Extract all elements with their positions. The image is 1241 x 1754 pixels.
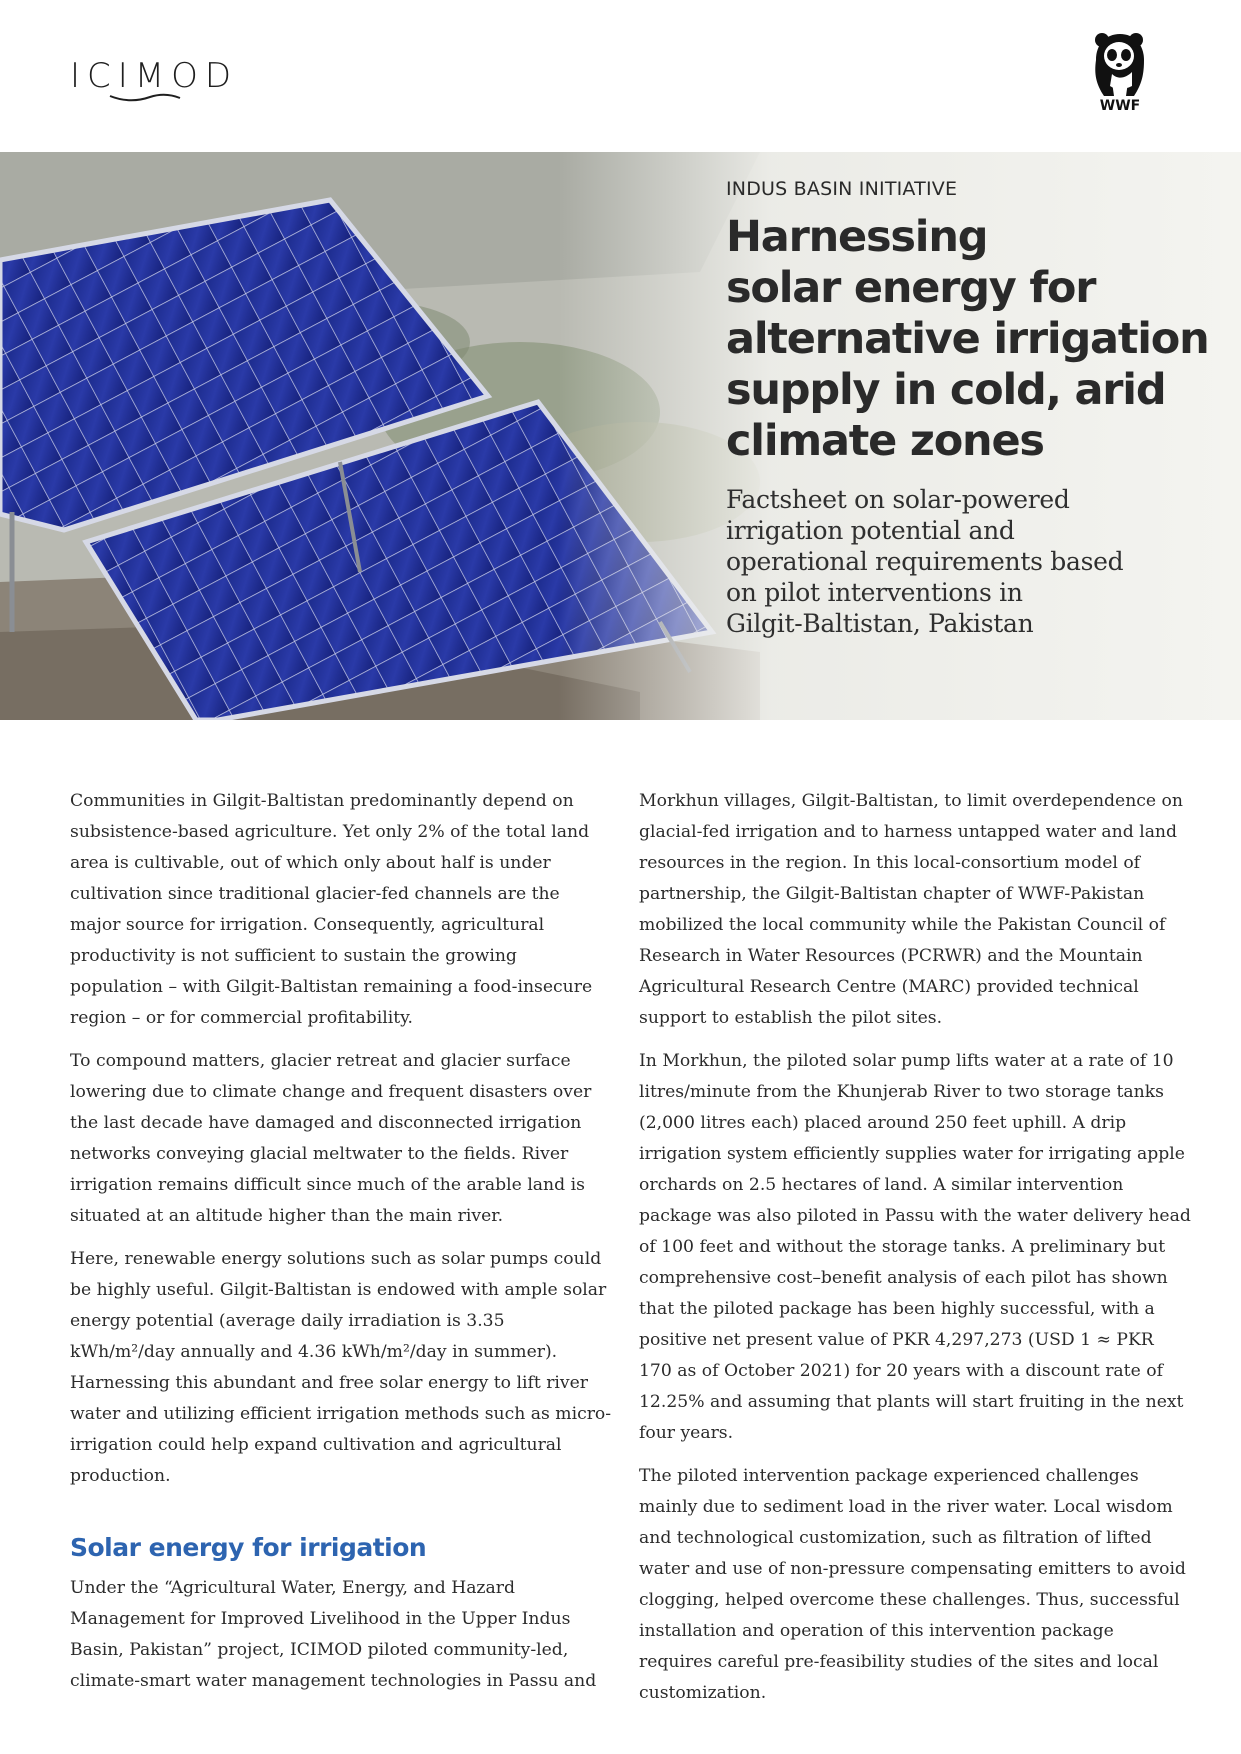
- right-column: [639, 786, 1191, 1721]
- section-heading: Solar energy for irrigation: [70, 1533, 427, 1562]
- page-subtitle: Factsheet on solar-powered irrigation potential and operational requirements based on pilot interventions in Gilgit-Baltistan, Pakistan: [726, 485, 1124, 638]
- hero-text: [726, 178, 1226, 639]
- paragraph: Here, renewable energy solutions such as solar pumps could be highly useful. Gilgit-Baltistan is endowed with ample solar energy potential (average daily irradiation is 3.35 kWh/m²/day annually and 4.36 kWh/m²/day in summer). Harnessing this abundant and free solar energy to lift river water and utilizing efficient irrigation methods such as micro-irrigation could help expand cultivation and agricultural production.: [70, 1249, 612, 1486]
- icimod-logo-text: ICIMOD: [70, 56, 239, 96]
- paragraph: Under the “Agricultural Water, Energy, and Hazard Management for Improved Livelihood in the Upper Indus Basin, Pakistan” project, ICIMOD piloted community-led, climate-smart water management technologies in Passu and: [70, 1578, 597, 1691]
- left-column: [70, 786, 612, 1709]
- paragraph: To compound matters, glacier retreat and glacier surface lowering due to climate change and frequent disasters over the last decade have damaged and disconnected irrigation networks conveying glacial meltwater to the fields. River irrigation remains difficult since much of the arable land is situated at an altitude higher than the main river.: [70, 1051, 592, 1226]
- paragraph: In Morkhun, the piloted solar pump lifts water at a rate of 10 litres/minute from the Khunjerab River to two storage tanks (2,000 litres each) placed around 250 feet uphill. A drip irrigation system efficiently supplies water for irrigating apple orchards on 2.5 hectares of land. A similar intervention package was also piloted in Passu with the water delivery head of 100 feet and without the storage tanks. A preliminary but comprehensive cost–benefit analysis of each pilot has shown that the piloted package has been highly successful, with a positive net present value of PKR 4,297,273 (USD 1 ≈ PKR 170 as of October 2021) for 20 years with a discount rate of 12.25% and assuming that plants will start fruiting in the next four years.: [639, 1051, 1191, 1443]
- icimod-logo: [70, 56, 240, 104]
- paragraph: Communities in Gilgit-Baltistan predominantly depend on subsistence-based agriculture. Yet only 2% of the total land area is cultivable, out of which only about half is under cultivation since traditional glacier-fed channels are the major source for irrigation. Consequently, agricultural productivity is not sufficient to sustain the growing population – with Gilgit-Baltistan remaining a food-insecure region – or for commercial profitability.: [70, 791, 593, 1028]
- wwf-logo-text: WWF: [1099, 98, 1141, 114]
- page-header: [0, 0, 1241, 150]
- paragraph: Morkhun villages, Gilgit-Baltistan, to limit overdependence on glacial-fed irrigation and to harness untapped water and land resources in the region. In this local-consortium model of partnership, the Gilgit-Baltistan chapter of WWF-Pakistan mobilized the local community while the Pakistan Council of Research in Water Resources (PCRWR) and the Mountain Agricultural Research Centre (MARC) provided technical support to establish the pilot sites.: [639, 791, 1183, 1028]
- wwf-logo: [1088, 30, 1152, 116]
- initiative-label: INDUS BASIN INITIATIVE: [726, 178, 958, 200]
- paragraph: The piloted intervention package experienced challenges mainly due to sediment load in the river water. Local wisdom and technological customization, such as filtration of lifted water and use of non-pressure compensating emitters to avoid clogging, helped overcome these challenges. Thus, successful installation and operation of this intervention package requires careful pre-feasibility studies of the sites and local customization.: [639, 1466, 1186, 1703]
- panda-icon: [1088, 30, 1152, 100]
- page-title: Harnessing solar energy for alternative irrigation supply in cold, arid climate zones: [726, 212, 1209, 466]
- hero-banner: [0, 152, 1241, 720]
